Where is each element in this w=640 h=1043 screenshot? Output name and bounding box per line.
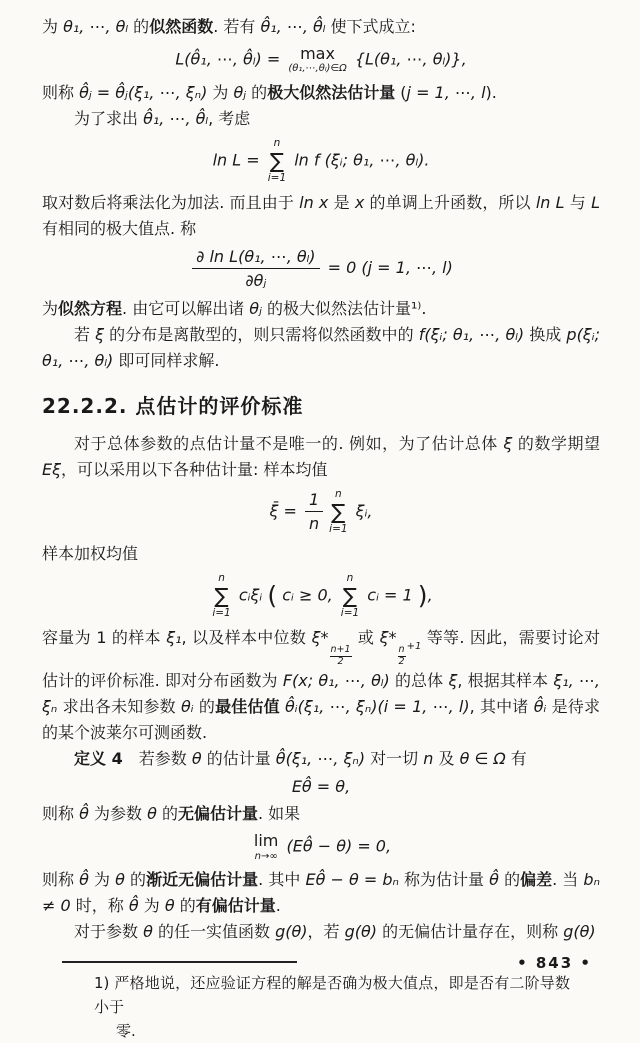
formula-part: ln f (ξᵢ; θ₁, ⋯, θₗ). [289, 150, 430, 170]
formula-part: (θ₁,⋯,θₗ)∈Ω [288, 63, 347, 75]
para-likelihood-equation-name: 为似然方程. 由它可以解出诸 θⱼ 的极大似然法估计量¹⁾. [42, 298, 427, 318]
para-estimator-not-unique: 对于总体参数的点估计量不是唯一的. 例如，为了估计总体 ξ 的数学期望 Eξ，可以采用以下各种估计量: 样本均值 [42, 433, 600, 479]
page-number: • 843 • [517, 954, 592, 972]
formula-part: cᵢ = 1 [362, 585, 418, 605]
summation-symbol [329, 488, 347, 536]
para-likelihood-intro: 为 θ₁, ⋯, θₗ 的似然函数. 若有 θ̂₁, ⋯, θ̂ₗ 使下式成立: [42, 17, 416, 36]
formula-likelihood-equation [42, 247, 600, 290]
para-unbiased-estimator: 则称 θ̂ 为参数 θ 的无偏估计量. 如果 [42, 804, 301, 824]
formula-part: n [218, 571, 225, 584]
formula-part: n [335, 487, 342, 500]
formula-part: i=1 [212, 607, 231, 620]
formula-part: ∂ ln L(θ₁, ⋯, θₗ) [192, 247, 319, 269]
formula-part: Eθ̂ = θ, [291, 777, 351, 796]
fraction [192, 247, 319, 290]
formula-likelihood-max [42, 45, 600, 75]
sigma-icon: ∑ [214, 583, 229, 608]
formula-part: (Eθ̂ − θ) = 0, [281, 836, 392, 856]
lim-operator [254, 832, 278, 862]
formula-part: i=1 [329, 522, 348, 535]
para-logarithm-note: 取对数后将乘法化为加法. 而且由于 ln x 是 x 的单调上升函数，所以 ln L 与 L 有相同的极大值点. 称 [42, 193, 600, 239]
formula-log-likelihood [42, 137, 600, 185]
formula-part: ξ̄ = [269, 501, 302, 521]
formula-part: cᵢξᵢ [233, 585, 268, 605]
summation-symbol [212, 572, 230, 620]
formula-part: L(θ̂₁, ⋯, θ̂ₗ) = [175, 49, 286, 69]
footnote-divider [62, 961, 297, 963]
formula-part: ln L = [212, 150, 265, 170]
formula-part: cᵢ ≥ 0, [277, 585, 338, 605]
sigma-icon: ∑ [331, 499, 346, 524]
para-mle-definition: 则称 θ̂ⱼ = θ̂ⱼ(ξ₁, ⋯, ξₙ) 为 θⱼ 的极大似然法估计量 (j = 1, ⋯, l). [42, 82, 497, 102]
para-definition-4: 定义 4 若参数 θ 的估计量 θ̂(ξ₁, ⋯, ξₙ) 对一切 n 及 θ ∈ Ω 有 [74, 749, 527, 768]
footnote-line: 1) 严格地说，还应验证方程的解是否确为极大值点，即是否有二阶导数小于 [94, 974, 570, 1017]
formula-part: ∂θⱼ [245, 271, 267, 291]
para-weighted-mean-label: 样本加权均值 [42, 543, 139, 563]
formula-part: 1 [305, 490, 323, 512]
section-heading: 22.2.2. 点估计的评价标准 [42, 393, 304, 418]
sigma-icon: ∑ [342, 583, 358, 608]
close-paren: ) [417, 581, 428, 610]
para-asymptotic-unbiased: 则称 θ̂ 为 θ 的渐近无偏估计量. 其中 Eθ̂ − θ = bₙ 称为估计量 θ̂ 的偏差. 当 bₙ ≠ 0 时，称 θ̂ 为 θ 的有偏估计量. [42, 870, 600, 916]
fraction [305, 490, 323, 533]
formula-weighted-mean [42, 572, 600, 620]
open-paren: ( [267, 581, 278, 610]
formula-part: n→∞ [254, 850, 278, 862]
footnote [42, 971, 600, 1043]
formula-part: max [300, 44, 335, 63]
formula-part: = 0 (j = 1, ⋯, l) [322, 258, 453, 278]
formula-part: i=1 [340, 607, 360, 620]
formula-part: n [308, 514, 320, 534]
formula-part: n [273, 136, 281, 149]
formula-part: {L(θ₁, ⋯, θₗ)}, [349, 49, 467, 69]
formula-part: , [427, 585, 433, 605]
formula-part: i=1 [267, 172, 287, 185]
para-real-valued-function: 对于参数 θ 的任一实值函数 g(θ)，若 g(θ) 的无偏估计量存在，则称 g(θ) [74, 922, 596, 942]
formula-part: ξᵢ, [350, 501, 373, 521]
max-operator [288, 45, 346, 75]
sigma-icon: ∑ [269, 149, 285, 174]
formula-part: n [346, 571, 354, 584]
para-to-find: 为了求出 θ̂₁, ⋯, θ̂ₗ, 考虑 [74, 108, 251, 128]
formula-unbiased [42, 777, 600, 796]
para-evaluation-criteria: 容量为 1 的样本 ξ₁, 以及样本中位数 ξ* $\frac{n+1}{2}$ 或 ξ* $\frac{n}{2}$ $_{+1}$ 等等. 因此，需要讨论对估计的评价标准. 即对分布函数为 F(x; θ₁, ⋯, θₗ) 的总体 ξ, 根据其样本 ξ₁, ⋯, ξₙ 求出各未知参数 θᵢ 的最佳估值 θ̂ᵢ(ξ₁, ⋯, ξₙ)(i = 1, ⋯, l), 其中诸 θ̂ᵢ 是待求的某个波莱尔可测函数. [42, 628, 601, 742]
footnote-line: 零. [116, 1022, 136, 1041]
formula-limit [42, 832, 600, 862]
summation-symbol [341, 572, 359, 620]
summation-symbol [268, 137, 286, 185]
para-discrete-case: 若 ξ 的分布是离散型的，则只需将似然函数中的 f(ξᵢ; θ₁, ⋯, θₗ) 换成 p(ξᵢ; θ₁, ⋯, θₗ) 即可同样求解. [42, 324, 600, 370]
formula-sample-mean [42, 488, 600, 536]
formula-part: lim [253, 831, 279, 851]
